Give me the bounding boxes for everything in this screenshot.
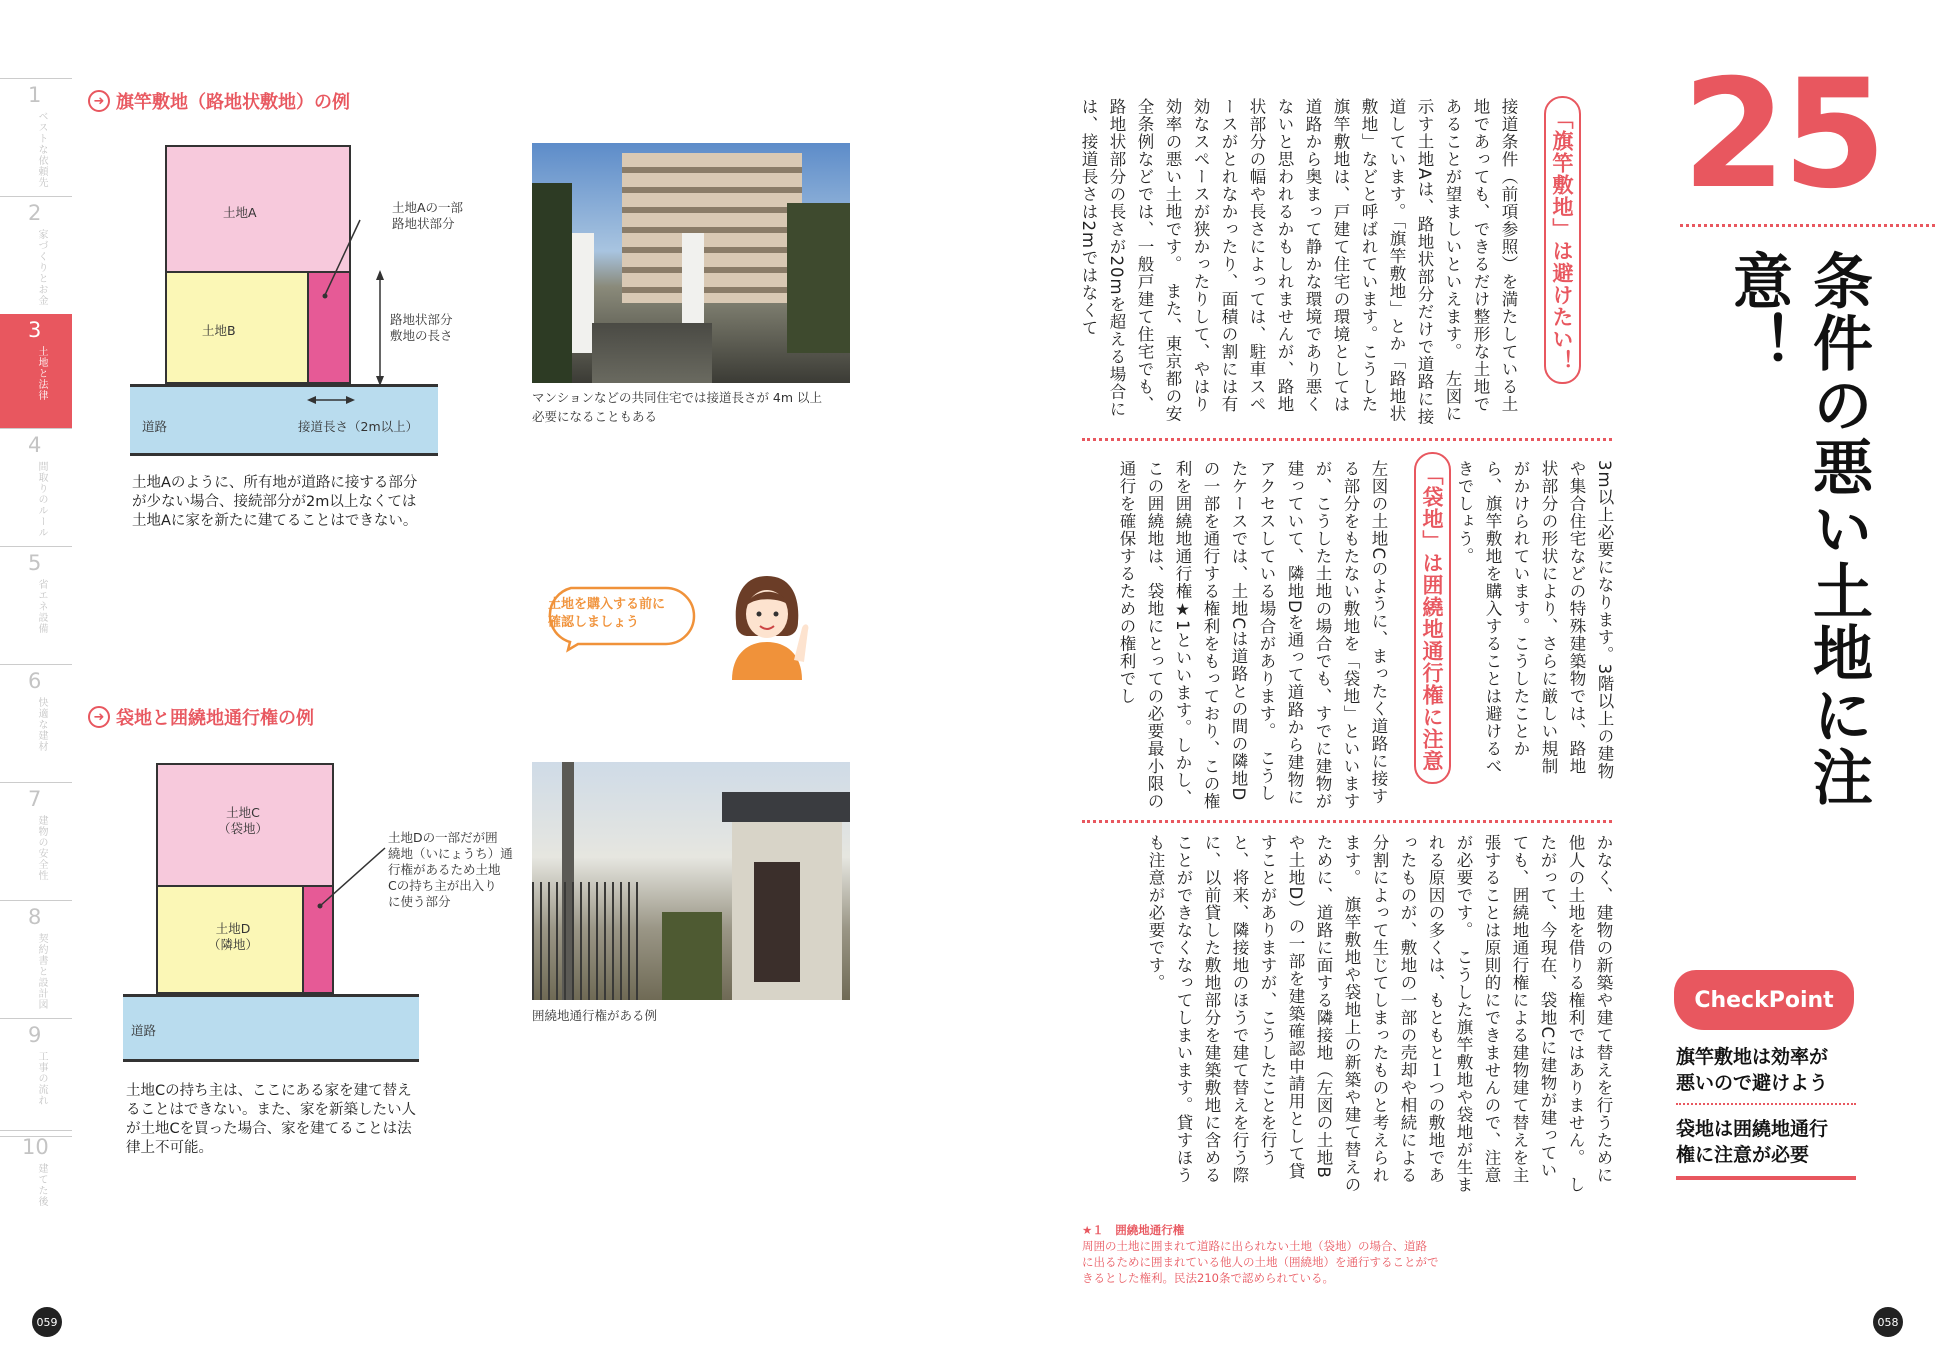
diagram2-description: 土地Cの持ち主は、ここにある家を建て替え ることはできない。また、家を新築したい人 が土地Cを買った場合、家を建てることは法 律上不可能。 <box>126 1083 416 1156</box>
subheading-flagpole: 「旗竿敷地」は避けたい！ <box>1526 96 1576 396</box>
diagram1-description: 土地Aのように、所有地が道路に接する部分 が少ない場合、接続部分が2m以上なくては 土地Aに家を新たに建てることはできない。 <box>132 475 418 529</box>
chapter-tab-7[interactable] <box>0 782 72 900</box>
chapter-index <box>0 78 72 1148</box>
checkpoint-item-2: 袋地は囲繞地通行 権に注意が必要 <box>1676 1118 1829 1166</box>
chapter-tab-9[interactable] <box>0 1018 72 1136</box>
diagram2-callout <box>310 840 390 920</box>
arrow-head-up <box>376 270 384 280</box>
land-c <box>156 763 334 887</box>
chapter-label: 快適な建材 <box>36 697 47 752</box>
title-divider <box>1680 224 1935 227</box>
section-number: 25 <box>1682 48 1883 222</box>
chapter-number: 10 <box>22 1135 49 1159</box>
footnote: ★１ 囲繞地通行権 周囲の土地に囲まれて道路に出られない土地（袋地）の場合、道路 に出るために囲まれている他人の土地（囲繞地）を通行することがで きるとした権利。民法210条で認められている。 <box>1082 1223 1439 1285</box>
chapter-label: 工事の流れ <box>36 1051 47 1106</box>
body-flagpole-continued: 3m以上必要になります。3階以上の建物や集合住宅などの特殊建築物では、路地状部分の形状により、さらに厳しい規制がかけられています。こうしたことから、旗竿敷地を購入することは避けるべきでしょう。 <box>1455 460 1614 781</box>
callout-dot <box>323 294 328 299</box>
chapter-tab-8[interactable] <box>0 900 72 1018</box>
page-number-left: 059 <box>32 1307 62 1337</box>
chapter-tab-10[interactable] <box>0 1130 72 1248</box>
chapter-number: 2 <box>28 201 42 225</box>
chapter-number: 6 <box>28 669 42 693</box>
chapter-tab-3-active[interactable] <box>0 314 72 428</box>
land-b-label: 土地B <box>202 323 236 338</box>
photo-apartment-driveway <box>532 143 850 383</box>
page-number-right: 058 <box>1873 1307 1903 1337</box>
chapter-label: ベストな依頼先 <box>36 111 47 188</box>
callout-passage: 土地Dの一部だが囲 繞地（いにょうち）通 行権があるため土地 Cの持ち主が出入り に使う部分 <box>388 830 513 909</box>
photo-landlocked-house <box>532 762 850 1000</box>
chapter-label: 省エネ設備 <box>36 579 47 634</box>
callout-flagpole-part: 土地Aの一部 路地状部分 <box>392 200 464 231</box>
chapter-number: 8 <box>28 905 42 929</box>
land-a-label: 土地A <box>223 205 257 220</box>
chapter-number: 1 <box>28 83 42 107</box>
road-2 <box>123 994 419 1062</box>
photo1-caption: マンションなどの共同住宅では接道長さが 4m 以上 必要になることもある <box>532 390 823 424</box>
arrow-head-right <box>346 396 355 404</box>
chapter-number: 3 <box>28 318 42 342</box>
diagram1-callouts <box>290 210 410 410</box>
subheading-landlocked: 「袋地」は囲繞地通行権に注意 <box>1396 452 1446 792</box>
chapter-number: 7 <box>28 787 42 811</box>
body-landlocked-continued: かなく、建物の新築や建て替えを行うために他人の土地を借りる権利ではありません。 したがって、今現在、袋地Cに建物が建っていても、囲繞地通行権による建物建て替えを主張することは原則的にできませんので、注意が必要です。 こうした旗竿敷地や袋地が生まれる原因の多くは、もともと１つの敷地であったものが、敷地の一部の売却や相続による分割によって生じてしまったものと考えられます。 旗竿敷地や袋地上の新築や建て替えのために、道路に面する隣接地（左図の土地Bや土地D）の一部を建築確認申請用として貸すことがありますが、こうしたことを行うと、将来、隣接地のほうで建て替えを行う際に、以前貸した敷地部分を建築敷地に含めることができなくなってしまいます。貸すほうも注意が必要です。 <box>1146 834 1613 1194</box>
chapter-tab-1[interactable] <box>0 78 72 196</box>
body-landlocked-text: 左図の土地Cのように、まったく道路に接する部分をもたない敷地を「袋地」といいますが、こうした土地の場合でも、すでに建物が建っていて、隣地Dを通って道路から建物にアクセスしている場合があります。 こうしたケースでは、土地Cは道路との間の隣地Dの一部を通行する権利をもっており、この権利を囲繞地通行権★1といいます。しかし、この囲繞地は、袋地にとっての必要最小限の通行を確保するための権利でし <box>1117 460 1388 810</box>
section-title-text: 袋地と囲繞地通行権の例 <box>116 708 314 729</box>
checkpoint-badge: CheckPoint <box>1674 970 1854 1030</box>
body-flagpole-text: 接道条件（前項参照）を満たしている土地であっても、できるだけ整形な土地であることが望ましいといえます。 左図に示す土地Aは、路地状部分だけで道路に接道しています。「旗竿敷地」とか「路地状敷地」などと呼ばれています。こうした旗竿敷地は、戸建て住宅の環境としては道路から奥まって静かな環境であり悪くないと思われるかもしれませんが、路地状部分の幅や長さによっては、駐車スペースがとれなかったり、面積の割には有効なスペースが狭かったりして、やはり効率の悪い土地です。 また、東京都の安全条例などでは、一般戸建て住宅でも、路地状部分の長さが20mを超える場合には、接道長さは2mではなくて <box>1079 98 1518 426</box>
chapter-label: 土地と法律 <box>36 346 47 401</box>
chapter-number: 9 <box>28 1023 42 1047</box>
land-c-label: 土地C （袋地） <box>218 805 269 836</box>
page-title: 条件の悪い土地に注意！ <box>1723 250 1873 808</box>
land-b <box>165 271 309 384</box>
section-title-flagpole <box>88 88 350 114</box>
chapter-label: 建物の安全性 <box>36 815 47 881</box>
woman-avatar <box>722 570 812 680</box>
chapter-label: 間取りのルール <box>36 461 47 538</box>
chapter-label: 契約書と設計図 <box>36 933 47 1010</box>
chapter-label: 建てた後 <box>36 1163 47 1207</box>
chapter-number: 5 <box>28 551 42 575</box>
arrow-head-down <box>376 376 384 386</box>
chapter-tab-6[interactable] <box>0 664 72 782</box>
road-label: 道路 <box>142 419 168 434</box>
checkpoint-item-1: 旗竿敷地は効率が 悪いので避けよう <box>1676 1046 1829 1094</box>
divider-lower <box>1082 820 1612 823</box>
chapter-number: 4 <box>28 433 42 457</box>
road-label: 道路 <box>131 1023 157 1038</box>
chapter-tab-4[interactable] <box>0 428 72 546</box>
callout-flagpole-length: 路地状部分 敷地の長さ <box>390 312 453 343</box>
chapter-tab-2[interactable] <box>0 196 72 314</box>
chapter-tab-5[interactable] <box>0 546 72 664</box>
callout-line <box>325 220 360 295</box>
section-title-landlocked <box>88 704 314 730</box>
frontage-label: 接道長さ（2m以上） <box>298 419 419 434</box>
arrow-circle-icon: ➜ <box>88 90 110 112</box>
land-d-label: 土地D （隣地） <box>208 921 259 952</box>
land-d <box>156 885 304 994</box>
chapter-label: 家づくりとお金 <box>36 229 47 306</box>
photo2-caption: 囲繞地通行権がある例 <box>532 1008 658 1023</box>
divider-upper <box>1082 438 1612 441</box>
arrow-circle-icon: ➜ <box>88 706 110 728</box>
arrow-head-left <box>307 396 316 404</box>
speech-text: 土地を購入する前に 確認しましょう <box>548 597 666 630</box>
section-title-text: 旗竿敷地（路地状敷地）の例 <box>116 92 350 113</box>
